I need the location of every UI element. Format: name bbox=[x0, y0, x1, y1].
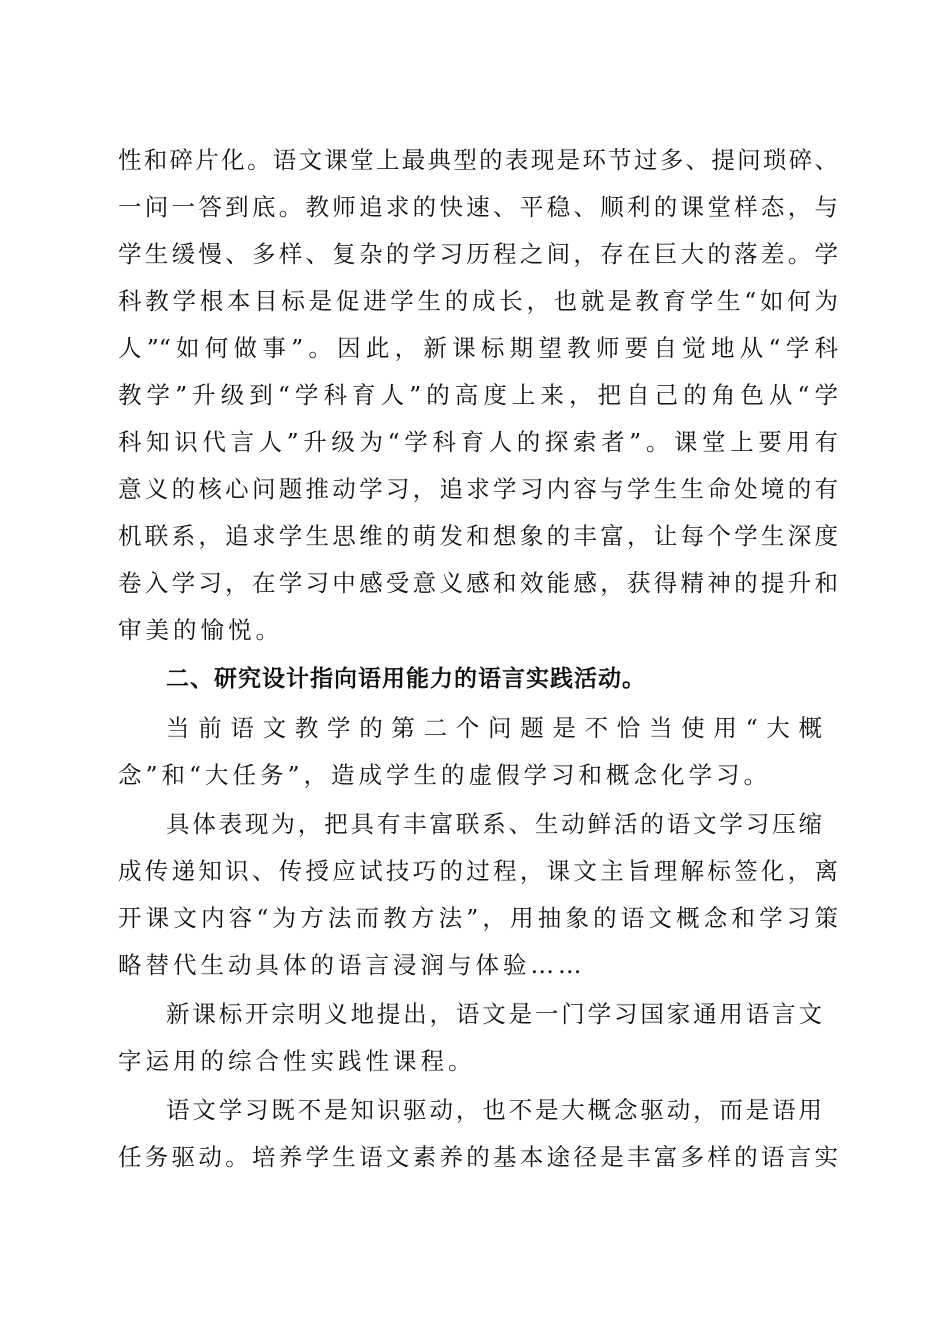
text-line: 科教学根本目标是促进学生的成长，也就是教育学生“如何为 bbox=[118, 287, 838, 315]
text-line: 语文学习既不是知识驱动，也不是大概念驱动，而是语用 bbox=[166, 1096, 822, 1124]
text-line: 卷入学习，在学习中感受意义感和效能感，获得精神的提升和 bbox=[118, 569, 838, 597]
text-line: 当前语文教学的第二个问题是不恰当使用“大概 bbox=[166, 714, 822, 742]
text-line: 字运用的综合性实践性课程。 bbox=[118, 1047, 476, 1075]
text-line: 开课文内容“为方法而教方法”，用抽象的语文概念和学习策 bbox=[118, 904, 838, 932]
text-line: 成传递知识、传授应试技巧的过程，课文主旨理解标签化，离 bbox=[118, 857, 838, 885]
text-line: 科知识代言人”升级为“学科育人的探索者”。课堂上要用有 bbox=[118, 428, 838, 456]
section-heading: 二、研究设计指向语用能力的语言实践活动。 bbox=[166, 666, 646, 692]
text-line: 人”“如何做事”。因此，新课标期望教师要自觉地从“学科 bbox=[118, 334, 838, 362]
text-line: 具体表现为，把具有丰富联系、生动鲜活的语文学习压缩 bbox=[166, 810, 822, 838]
text-line: 新课标开宗明义地提出，语文是一门学习国家通用语言文 bbox=[166, 1000, 822, 1028]
text-line: 审美的愉悦。 bbox=[118, 616, 283, 644]
text-line: 任务驱动。培养学生语文素养的基本途径是丰富多样的语言实 bbox=[118, 1143, 838, 1171]
text-line: 教学”升级到“学科育人”的高度上来，把自己的角色从“学 bbox=[118, 381, 838, 409]
text-line: 一问一答到底。教师追求的快速、平稳、顺利的课堂样态，与 bbox=[118, 193, 838, 221]
text-line: 意义的核心问题推动学习，追求学习内容与学生生命处境的有 bbox=[118, 475, 838, 503]
text-line: 略替代生动具体的语言浸润与体验…… bbox=[118, 951, 586, 979]
text-line: 念”和“大任务”，造成学生的虚假学习和概念化学习。 bbox=[118, 761, 772, 789]
text-line: 性和碎片化。语文课堂上最典型的表现是环节过多、提问琐碎、 bbox=[118, 146, 838, 174]
text-line: 机联系，追求学生思维的萌发和想象的丰富，让每个学生深度 bbox=[118, 522, 838, 550]
text-line: 学生缓慢、多样、复杂的学习历程之间，存在巨大的落差。学 bbox=[118, 240, 838, 268]
